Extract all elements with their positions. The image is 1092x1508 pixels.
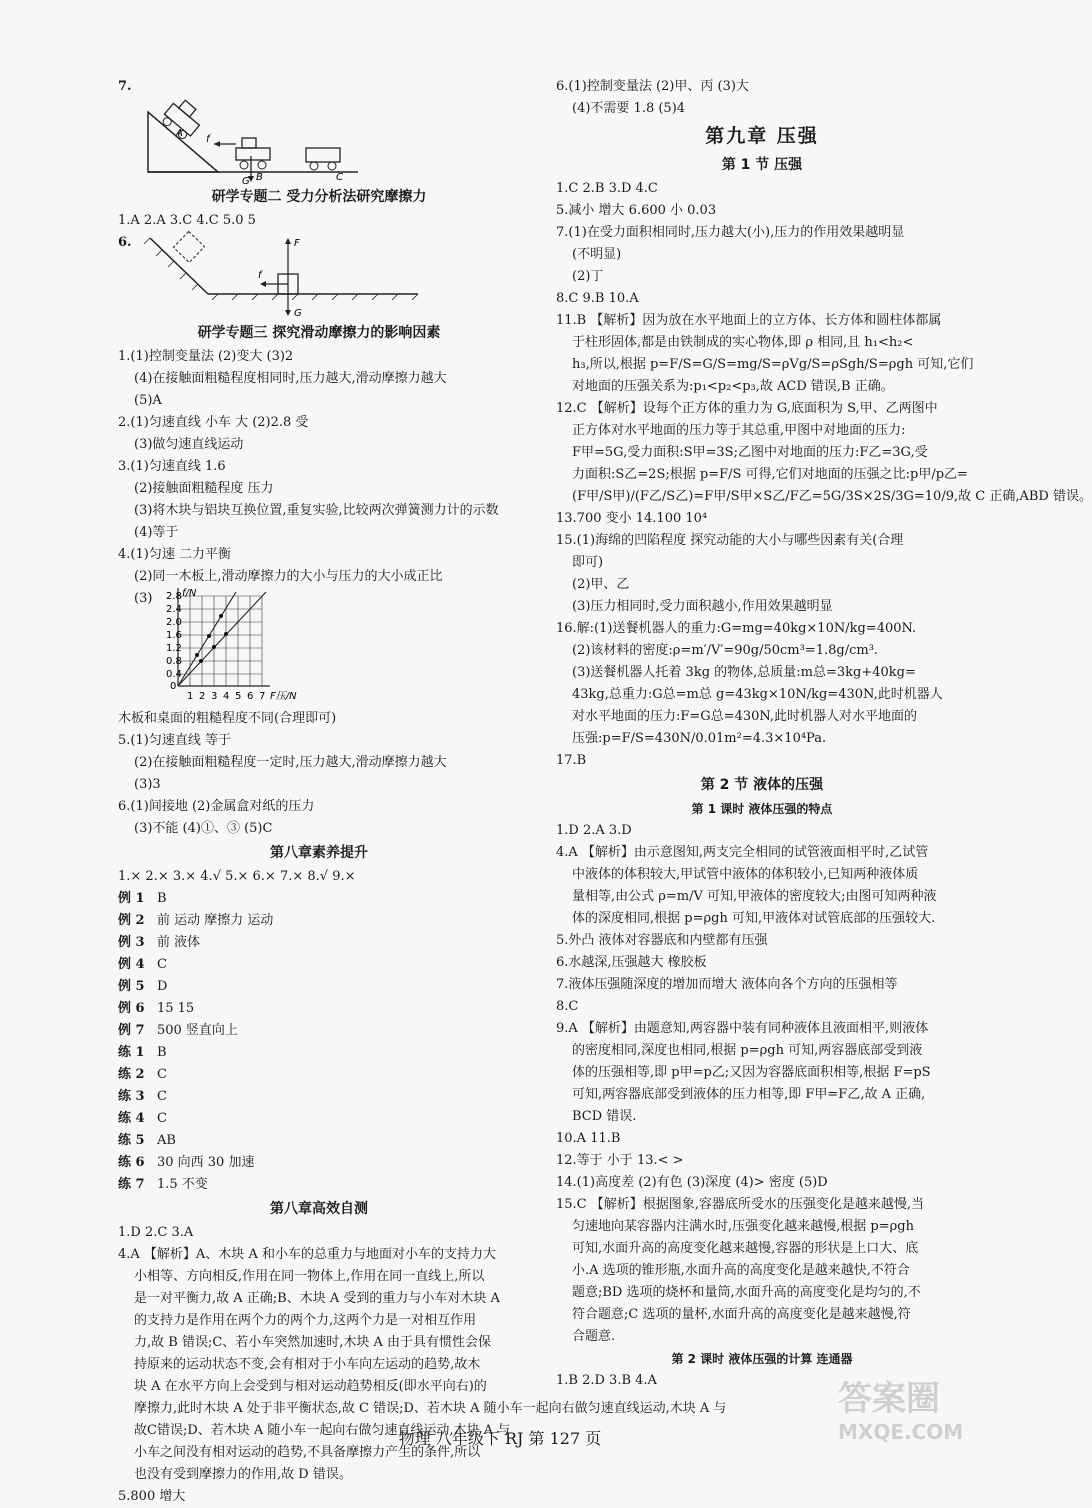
- s2-line: 14.(1)高度差 (2)有色 (3)深度 (4)> 密度 (5)D: [556, 1175, 828, 1190]
- example-key: 练 6: [118, 1155, 145, 1170]
- s2-line: 中液体的体积较大,甲试管中液体的体积较小,已知两种液体质: [572, 867, 919, 882]
- fig6-letter-f: f: [258, 270, 262, 281]
- graph-xtick: 3: [211, 691, 218, 702]
- s1-line: 13.700 变小 14.100 10⁴: [556, 511, 708, 526]
- t3b-line: (3)3: [134, 777, 161, 792]
- graph-ytick: 2.8: [166, 591, 182, 602]
- sec1-title: 第 1 节 压强: [721, 157, 803, 173]
- s1-line: F甲=5G,受力面积:S甲=3S;乙图中对地面的压力:F乙=3G,受: [572, 445, 928, 460]
- s2-line: 7.液体压强随深度的增加而增大 液体向各个方向的压强相等: [556, 977, 898, 992]
- topic3-title: 研学专题三 探究滑动摩擦力的影响因素: [197, 325, 441, 341]
- t3b-line: 5.(1)匀速直线 等于: [118, 733, 231, 748]
- example-key: 例 6: [118, 1001, 145, 1016]
- s1-line: 对地面的压强关系为:p₁<p₂<p₃,故 ACD 错误,B 正确。: [572, 379, 894, 394]
- s1-line: 12.C 【解析】设每个正方体的重力为 G,底面积为 S,甲、乙两图中: [556, 401, 938, 416]
- friction-graph: [118, 588, 520, 708]
- s2-line: 符合题意;C 选项的量杯,水面升高的高度变化是越来越慢,符: [572, 1307, 911, 1322]
- page-footer: 物理 八年级下 RJ 第 127 页: [398, 1429, 602, 1448]
- s2-line: 体的压强相等,即 p甲=p乙;又因为容器底面积相等,根据 F=pS: [572, 1065, 931, 1080]
- t3-line: (4)在接触面粗糙程度相同时,压力越大,滑动摩擦力越大: [134, 371, 447, 386]
- example-value: 前 液体: [156, 935, 201, 950]
- fig6-letter-F: F: [294, 238, 300, 249]
- example-key: 例 7: [118, 1023, 145, 1038]
- test-line: 故C错误;D、若木块 A 随小车一起向右做匀速直线运动,木块 A 与: [134, 1423, 511, 1438]
- s1-line: 43kg,总重力:G总=m总 g=43kg×10N/kg=430N,此时机器人: [572, 687, 943, 702]
- s2-line: 15.C 【解析】根据图象,容器底所受水的压强变化是越来越慢,当: [556, 1197, 925, 1212]
- right-column: [556, 76, 1092, 1392]
- test-line: 块 A 在水平方向上会受到与相对运动趋势相反(即水平向右)的: [134, 1379, 487, 1394]
- s2-line: 4.A 【解析】由示意图知,两支完全相同的试管液面相平时,乙试管: [556, 845, 929, 860]
- example-value: 30 向西 30 加速: [156, 1155, 255, 1170]
- s1-line: 17.B: [556, 753, 587, 768]
- example-key: 练 4: [118, 1111, 145, 1126]
- test-line: 力,故 B 错误;C、若小车突然加速时,木块 A 由于具有惯性会保: [134, 1335, 492, 1350]
- s1-line: 于柱形固体,都是由铁制成的实心物体,即 ρ 相同,且 h₁<h₂<: [572, 335, 914, 350]
- s1-line: 5.减小 增大 6.600 小 0.03: [556, 203, 717, 218]
- example-value: C: [156, 1067, 167, 1082]
- example-value: 15 15: [156, 1001, 195, 1016]
- s1-line: 7.(1)在受力面积相同时,压力越大(小),压力的作用效果越明显: [556, 225, 905, 240]
- s2-line: 合题意.: [572, 1329, 616, 1344]
- t3-line: (3)做匀速直线运动: [134, 437, 244, 452]
- incline-cart-diagram: [118, 72, 448, 187]
- fig7-label: 7.: [118, 79, 132, 94]
- test-line: 4.A 【解析】A、木块 A 和小车的总重力与地面对小车的支持力大: [118, 1247, 496, 1262]
- s2-line: 5.外凸 液体对容器底和内壁都有压强: [556, 933, 768, 948]
- sec1-answers: [556, 178, 1092, 772]
- test-line: 的支持力是作用在两个力的两个力,这两个力是一对相互作用: [134, 1313, 477, 1328]
- example-key: 例 2: [118, 913, 145, 928]
- t3-line: 3.(1)匀速直线 1.6: [118, 459, 226, 474]
- test-line: 也没有受到摩擦力的作用,故 D 错误。: [134, 1467, 352, 1482]
- s1-line: (3)压力相同时,受力面积越小,作用效果越明显: [572, 599, 833, 614]
- graph-xtick: 4: [223, 691, 230, 702]
- graph-xlabel: F压/N: [270, 691, 297, 702]
- graph-ytick: 1.6: [166, 630, 182, 641]
- example-key: 例 3: [118, 935, 145, 950]
- graph-ylabel: f/N: [182, 588, 197, 599]
- test-line: 小相等、方向相反,作用在同一物体上,作用在同一直线上,所以: [134, 1269, 485, 1284]
- s1-line: (不明显): [572, 247, 622, 262]
- s2-line: BCD 错误.: [572, 1109, 637, 1124]
- t3b-line: (2)在接触面粗糙程度一定时,压力越大,滑动摩擦力越大: [134, 755, 447, 770]
- test-line: 是一对平衡力,故 A 正确;B、木块 A 受到的重力与小车对木块 A: [134, 1291, 500, 1306]
- ch9-title: 第九章 压强: [705, 125, 819, 147]
- s1-line: h₃,所以,根据 p=F/S=G/S=mg/S=ρVg/S=ρSgh/S=ρgh 可知,它们: [572, 357, 974, 372]
- example-value: B: [156, 891, 167, 906]
- s1-line: 15.(1)海绵的凹陷程度 探究动能的大小与哪些因素有关(合理: [556, 533, 904, 548]
- graph-xtick: 5: [235, 691, 242, 702]
- sec2-answers: [556, 820, 968, 1348]
- s1-line: 1.C 2.B 3.D 4.C: [556, 181, 658, 196]
- s1-line: 正方体对水平地面的压力等于其总重,甲图中对地面的压力:: [572, 423, 906, 438]
- s2b-line: 1.B 2.D 3.B 4.A: [556, 1373, 657, 1388]
- topic2-title: 研学专题二 受力分析法研究摩擦力: [211, 189, 427, 205]
- s1-line: 即可): [572, 555, 604, 570]
- ch8-title: 第八章素养提升: [270, 845, 368, 861]
- fig6-label: 6.: [118, 235, 132, 250]
- s1-line: 对水平地面的压力:F=G总=430N,此时机器人对水平地面的: [572, 709, 918, 724]
- examples-list: [118, 888, 520, 1196]
- t3-line: (5)A: [134, 393, 162, 408]
- t3-line: 2.(1)匀速直线 小车 大 (2)2.8 受: [118, 415, 309, 430]
- example-key: 练 7: [118, 1177, 145, 1192]
- example-value: C: [156, 1089, 167, 1104]
- s1-line: 力面积:S乙=2S;根据 p=F/S 可得,它们对地面的压强之比:p甲/p乙=: [572, 467, 968, 482]
- example-key: 练 3: [118, 1089, 145, 1104]
- s2-line: 9.A 【解析】由题意知,两容器中装有同种液体且液面相平,则液体: [556, 1021, 929, 1036]
- fig6-letter-G: G: [294, 308, 302, 319]
- example-value: B: [156, 1045, 167, 1060]
- s2-line: 8.C: [556, 999, 579, 1014]
- s1-line: 11.B 【解析】因为放在水平地面上的立方体、长方体和圆柱体都属: [556, 313, 942, 328]
- r-top-line: (4)不需要 1.8 (5)4: [572, 101, 686, 116]
- s1-line: 8.C 9.B 10.A: [556, 291, 639, 306]
- example-value: C: [156, 957, 167, 972]
- test-line: 小车之间没有相对运动的趋势,不具备摩擦力产生的条件,所以: [134, 1445, 481, 1460]
- fig7-letter-c: C: [336, 172, 343, 183]
- topic3-answers: [118, 346, 520, 588]
- t3b-line: 木板和桌面的粗糙程度不同(合理即可): [118, 711, 337, 726]
- example-value: 1.5 不变: [156, 1177, 208, 1192]
- watermark-logo: [838, 1371, 978, 1447]
- graph-ytick: 0.8: [166, 656, 182, 667]
- t3-line: 1.(1)控制变量法 (2)变大 (3)2: [118, 349, 294, 364]
- sec2-title: 第 2 节 液体的压强: [700, 777, 824, 793]
- ch8-tf: 1.× 2.× 3.× 4.√ 5.× 6.× 7.× 8.√ 9.×: [118, 869, 356, 884]
- s2-line: 10.A 11.B: [556, 1131, 621, 1146]
- topic3-answers-b: [118, 708, 520, 840]
- s2-line: 可知,水面升高的高度变化越来越慢,容器的形状是上口大、底: [572, 1241, 919, 1256]
- watermark-line2: MXQE.COM: [838, 1420, 964, 1444]
- test-line: 持原来的运动状态不变,会有相对于小车向左运动的趋势,故木: [134, 1357, 481, 1372]
- fig7-letter-a: A: [176, 128, 183, 139]
- s1-line: (3)送餐机器人托着 3kg 的物体,总质量:m总=3kg+40kg=: [572, 665, 916, 680]
- example-key: 练 5: [118, 1133, 145, 1148]
- ch8-test-title: 第八章高效自测: [270, 1201, 368, 1217]
- s1-line: 压强:p=F/S=430N/0.01m²=4.3×10⁴Pa.: [572, 731, 827, 746]
- s2-line: 小.A 选项的锥形瓶,水面升高的高度变化是越来越快,不符合: [572, 1263, 910, 1278]
- example-value: 前 运动 摩擦力 运动: [156, 913, 274, 928]
- figure-7: [118, 72, 520, 187]
- t3-line: (2)同一木板上,滑动摩擦力的大小与压力的大小成正比: [134, 569, 443, 584]
- s2-line: 量相等,由公式 ρ=m/V 可知,甲液体的密度较大;由图可知两种液: [572, 889, 937, 904]
- figure-6: [118, 232, 520, 320]
- friction-force-chart: [118, 588, 378, 708]
- test-line: 1.D 2.C 3.A: [118, 1225, 194, 1240]
- graph-ytick: 1.2: [166, 643, 182, 654]
- graph-prefix: (3): [134, 591, 153, 606]
- t3-line: (3)将木块与铝块互换位置,重复实验,比较两次弹簧测力计的示数: [134, 503, 499, 518]
- example-value: 500 竖直向上: [156, 1023, 238, 1038]
- s2-line: 1.D 2.A 3.D: [556, 823, 632, 838]
- s1-line: 16.解:(1)送餐机器人的重力:G=mg=40kg×10N/kg=400N.: [556, 621, 917, 636]
- example-key: 练 1: [118, 1045, 145, 1060]
- example-value: D: [156, 979, 168, 994]
- t3-line: 4.(1)匀速 二力平衡: [118, 547, 231, 562]
- t3b-line: (3)不能 (4)①、③ (5)C: [134, 821, 273, 836]
- graph-xtick: 6: [247, 691, 254, 702]
- t3b-line: 6.(1)间接地 (2)金属盒对纸的压力: [118, 799, 315, 814]
- graph-ytick: 2.4: [166, 604, 182, 615]
- example-value: C: [156, 1111, 167, 1126]
- fig7-letter-g: G: [242, 176, 250, 187]
- graph-ytick: 2.0: [166, 617, 182, 628]
- t3-line: (2)接触面粗糙程度 压力: [134, 481, 274, 496]
- fig7-letter-f: f: [206, 134, 210, 145]
- watermark-line1: 答案圈: [838, 1379, 940, 1419]
- incline-block-diagram: [118, 232, 448, 320]
- example-value: AB: [156, 1133, 176, 1148]
- s2-line: 题意;BD 选项的烧杯和量筒,水面升高的高度变化是均匀的,不: [572, 1285, 921, 1300]
- example-key: 例 1: [118, 891, 145, 906]
- s2-line: 的密度相同,深度也相同,根据 p=ρgh 可知,两容器底部受到液: [572, 1043, 923, 1058]
- sec2-lesson1-title: 第 1 课时 液体压强的特点: [691, 802, 833, 816]
- example-key: 例 5: [118, 979, 145, 994]
- s1-line: (F甲/S甲)/(F乙/S乙)=F甲/S甲×S乙/F乙=5G/3S×2S/3G=10/9,故 C 正确,ABD 错误。: [572, 489, 1092, 504]
- t3-line: (4)等于: [134, 525, 179, 540]
- fig7-letter-b: B: [256, 172, 263, 183]
- graph-xtick: 2: [199, 691, 206, 702]
- test-line: 5.800 增大: [118, 1489, 186, 1504]
- sec2-lesson2-title: 第 2 课时 液体压强的计算 连通器: [671, 1352, 853, 1366]
- s2-line: 体的深度相同,根据 p=ρgh 可知,甲液体对试管底部的压强较大.: [572, 911, 936, 926]
- test-line: 摩擦力,此时木块 A 处于非平衡状态,故 C 错误;D、若木块 A 随小车一起向右做匀速直线运动,木块 A 与: [134, 1401, 727, 1416]
- graph-ytick: 0: [170, 681, 177, 692]
- graph-xtick: 1: [187, 691, 194, 702]
- r-top-line: 6.(1)控制变量法 (2)甲、丙 (3)大: [556, 79, 749, 94]
- s2-line: 6.水越深,压强越大 橡胶板: [556, 955, 707, 970]
- t2-answers: 1.A 2.A 3.C 4.C 5.0 5: [118, 213, 256, 228]
- s1-line: (2)丁: [572, 269, 604, 284]
- graph-ytick: 0.4: [166, 669, 182, 680]
- s2-line: 可知,两容器底部受到液体的压力相等,即 F甲=F乙,故 A 正确,: [572, 1087, 926, 1102]
- s2-line: 12.等于 小于 13.< >: [556, 1153, 684, 1168]
- example-key: 例 4: [118, 957, 145, 972]
- s1-line: (2)甲、乙: [572, 577, 630, 592]
- s1-line: (2)该材料的密度:ρ=m′/V′=90g/50cm³=1.8g/cm³.: [572, 643, 879, 658]
- s2-line: 匀速地向某容器内注满水时,压强变化越来越慢,根据 p=ρgh: [572, 1219, 914, 1234]
- example-key: 练 2: [118, 1067, 145, 1082]
- graph-xtick: 7: [259, 691, 266, 702]
